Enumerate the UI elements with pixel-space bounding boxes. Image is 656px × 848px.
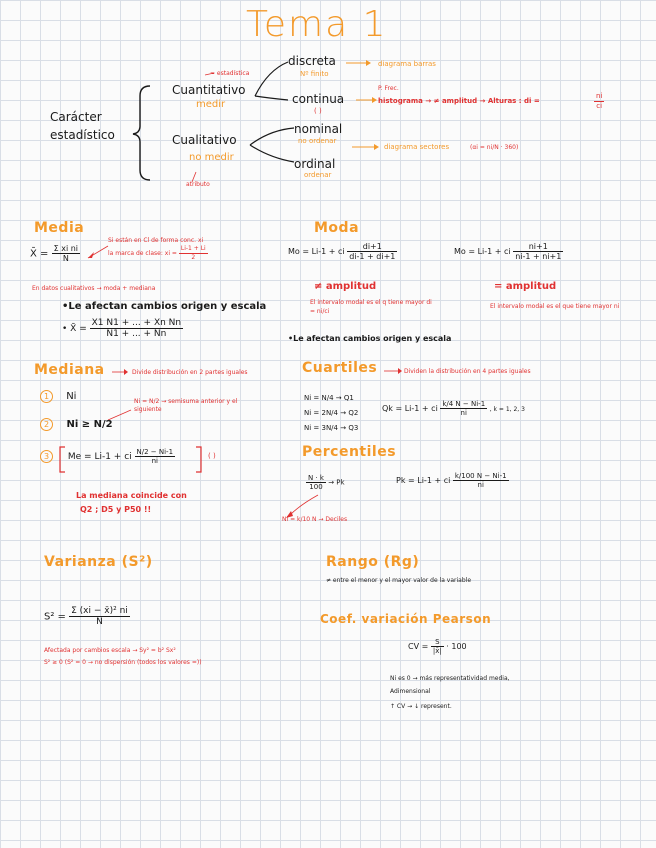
discreta-note: Nº finito xyxy=(300,70,329,78)
mediana-heading: Mediana xyxy=(34,362,105,378)
varianza-red-note-1: Afectada por cambios escala → Sy² = b² Sx² xyxy=(44,647,176,654)
cuartiles-arrow-note: Dividen la distribución en 4 partes iguales xyxy=(404,368,531,375)
pearson-heading: Coef. variación Pearson xyxy=(320,612,492,626)
moda-eq-amplitud: = amplitud xyxy=(494,281,557,292)
percentiles-heading: Percentiles xyxy=(302,444,397,460)
moda-eq-note: El intervalo modal es el que tiene mayor ni xyxy=(490,303,620,310)
cualitativo-label: Cualitativo xyxy=(172,133,237,147)
mediana-red-note-2: Q2 ; D5 y P50 !! xyxy=(80,505,152,514)
media-red-note: En datos cualitativos → moda + mediana xyxy=(32,285,156,292)
moda-bullet: •Le afectan cambios origen y escala xyxy=(288,334,452,343)
cuartiles-q2: Ni = 2N/4 → Q2 xyxy=(304,409,359,417)
cuantitativo-note: medir xyxy=(196,99,226,110)
continua-formula: $\frac{ni}{ci}$ xyxy=(596,92,603,110)
cuartiles-q3: Ni = 3N/4 → Q3 xyxy=(304,424,359,432)
moda-heading: Moda xyxy=(314,220,360,236)
moda-neq-amplitud: ≠ amplitud xyxy=(314,281,377,292)
mediana-red-note-1: La mediana coincide con xyxy=(76,491,187,500)
media-heading: Media xyxy=(34,220,85,236)
nominal-arrow-text: diagrama sectores xyxy=(384,143,450,151)
media-weighted-formula: • X̄ = $\frac{\text{X1 N1 + ... + Xn Nn}}{N1 + ... + Nn}$ xyxy=(62,318,182,339)
mediana-step-1: 1 Ni xyxy=(40,390,76,403)
media-bullet: •Le afectan cambios origen y escala xyxy=(62,301,267,312)
pearson-formula: CV = $\frac{S}{|x̄|}$ · 100 xyxy=(408,638,467,655)
cuantitativo-note-top: = estadística xyxy=(210,70,250,77)
cualitativo-note-bottom: atributo xyxy=(186,181,210,188)
mediana-step-3: 3 Me = Li-1 + ci $\frac{N/2 - Ni-1}{ni}$ xyxy=(40,448,175,465)
percentiles-frac: $\frac{N \cdot k}{100}$ → Pk xyxy=(308,474,345,491)
tree-root-label: Carácter estadístico xyxy=(50,110,115,142)
mediana-step-2-note: Ni = N/2 → semisuma anterior y el siguiente xyxy=(134,398,238,413)
cuartiles-q1: Ni = N/4 → Q1 xyxy=(304,394,354,402)
cuartiles-formula: Qk = Li-1 + ci $\frac{k/4 N - Ni-1}{ni}$ , k = 1, 2, 3 xyxy=(382,400,525,417)
pearson-note-1: Ni es 0 → más representatividad media, xyxy=(390,675,510,682)
ordinal-note: ordenar xyxy=(304,171,332,179)
cuartiles-heading: Cuartiles xyxy=(302,360,378,376)
moda-formula-1: Mo = Li-1 + ci $\frac{di+1}{di-1 + di+1}$ xyxy=(288,242,396,261)
nominal-label: nominal xyxy=(294,122,343,136)
page-title: Tema 1 xyxy=(246,4,388,45)
rango-text: ≠ entre el menor y el mayor valor de la variable xyxy=(326,577,472,584)
cuantitativo-label: Cuantitativo xyxy=(172,83,246,97)
ordinal-label: ordinal xyxy=(294,157,336,171)
cualitativo-note: no medir xyxy=(189,152,234,163)
percentiles-red-note: Ni = k/10 N → Deciles xyxy=(282,516,348,523)
mediana-step-3-paren: ( ) xyxy=(208,452,216,460)
discreta-arrow-text: diagrama barras xyxy=(378,60,436,68)
nominal-formula: (αi = ni/N · 360) xyxy=(470,144,519,151)
continua-arrow-text: histograma → ≠ amplitud → Alturas : di = xyxy=(378,97,540,105)
varianza-red-note-2: S² ≥ 0 (S² = 0 → no dispersión (todos los valores =)) xyxy=(44,659,202,666)
varianza-heading: Varianza (S²) xyxy=(44,554,153,570)
continua-note-top: P. Frec. xyxy=(378,85,399,92)
rango-heading: Rango (Rg) xyxy=(326,554,420,570)
percentiles-formula: Pk = Li-1 + ci $\frac{k/100 N - Ni-1}{ni}$ xyxy=(396,472,507,489)
discreta-label: discreta xyxy=(288,54,336,68)
pearson-note-3: ↑ CV → ↓ represent. xyxy=(390,703,452,710)
nominal-note: no ordenar xyxy=(298,137,337,145)
pearson-note-2: Adimensional xyxy=(390,688,431,695)
media-formula: X̄ = $\frac{\text{Σ xi ni}}{N}$ xyxy=(30,244,78,263)
mediana-step-2: 2 Ni ≥ N/2 xyxy=(40,418,113,431)
media-note: Si están en Cl de forma conc. xi la marca de clase: xi = $\frac{Li-1 + Li}{2}$ xyxy=(108,237,206,261)
mediana-arrow-note: Divide distribución en 2 partes iguales xyxy=(132,369,248,376)
moda-formula-2: Mo = Li-1 + ci $\frac{ni+1}{ni-1 + ni+1}$ xyxy=(454,242,562,261)
varianza-formula: S² = $\frac{\text{Σ (xi − x̄)² ni}}{N}$ xyxy=(44,606,128,627)
continua-paren: ( ) xyxy=(314,107,322,115)
continua-label: continua xyxy=(292,92,345,106)
moda-neq-note: El intervalo modal es el q tiene mayor di = ni/ci xyxy=(310,299,432,315)
